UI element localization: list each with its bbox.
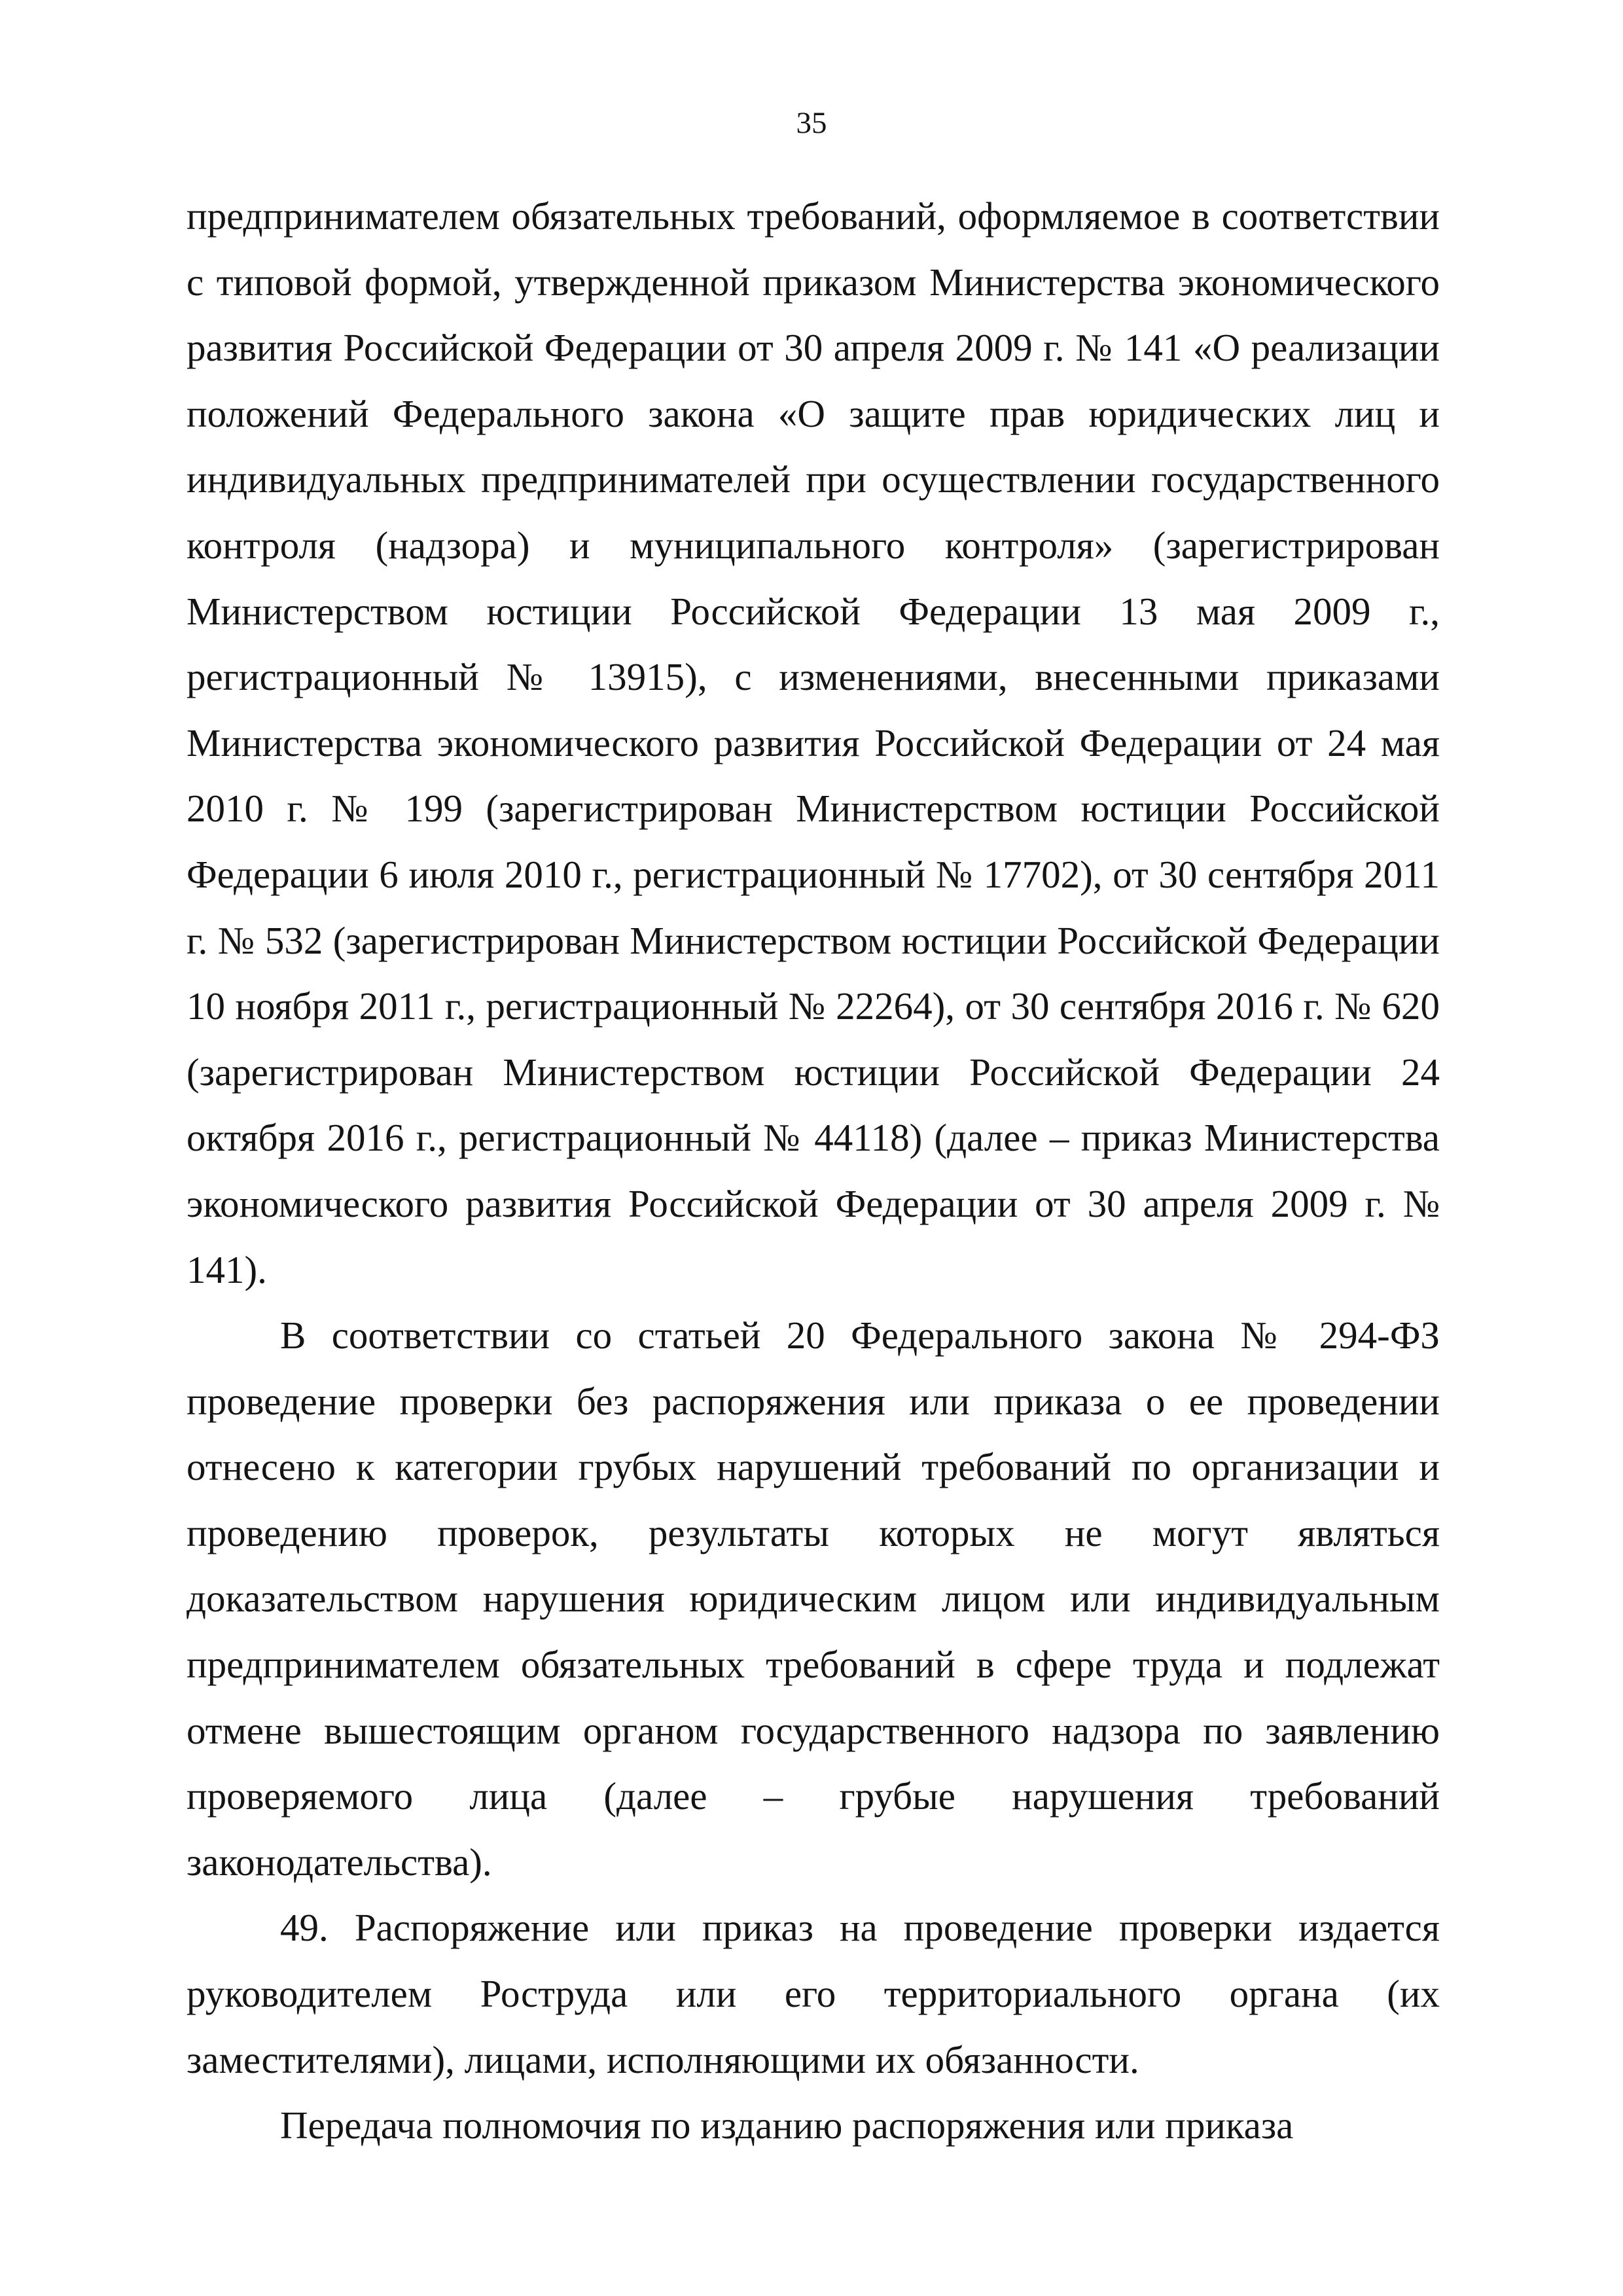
page-number: 35	[796, 106, 827, 140]
paragraph-item-49: 49. Распоряжение или приказ на проведение проверки издается руководителем Роструда или его территориального органа (их заместителями), лицами, исполняющими их обязанности.	[187, 1906, 1440, 2081]
paragraph-delegation: Передача полномочия по изданию распоряжения или приказа	[280, 2104, 1294, 2147]
paragraph-continuation: предпринимателем обязательных требований, оформляемое в соответствии с типовой формой, утвержденной приказом Министерства экономического развития Российской Федерации от 30 апреля 2009 г. № 141 «О реализации положений Федерального закона «О защите прав юридических лиц и индивидуальных предпринимателей при осуществлении государственного контроля (надзора) и муниципального контроля» (зарегистрирован Министерством юстиции Российской Федерации 13 мая 2009 г., регистрационный № 13915), с изменениями, внесенными приказами Министерства экономического развития Российской Федерации от 24 мая 2010 г. № 199 (зарегистрирован Министерством юстиции Российской Федерации 6 июля 2010 г., регистрационный № 17702), от 30 сентября 2011 г. № 532 (зарегистрирован Министерством юстиции Российской Федерации 10 ноября 2011 г., регистрационный № 22264), от 30 сентября 2016 г. № 620 (зарегистрирован Министерством юстиции Российской Федерации 24 октября 2016 г., регистрационный № 44118) (далее – приказ Министерства экономического развития Российской Федерации от 30 апреля 2009 г. № 141).	[187, 194, 1440, 1291]
document-body	[187, 183, 1440, 2159]
paragraph-article-20: В соответствии со статьей 20 Федерального закона № 294-ФЗ проведение проверки без распоряжения или приказа о ее проведении отнесено к категории грубых нарушений требований по организации и проведению проверок, результаты которых не могут являться доказательством нарушения юридическим лицом или индивидуальным предпринимателем обязательных требований в сфере труда и подлежат отмене вышестоящим органом государственного надзора по заявлению проверяемого лица (далее – грубые нарушения требований законодательства).	[187, 1314, 1440, 1884]
